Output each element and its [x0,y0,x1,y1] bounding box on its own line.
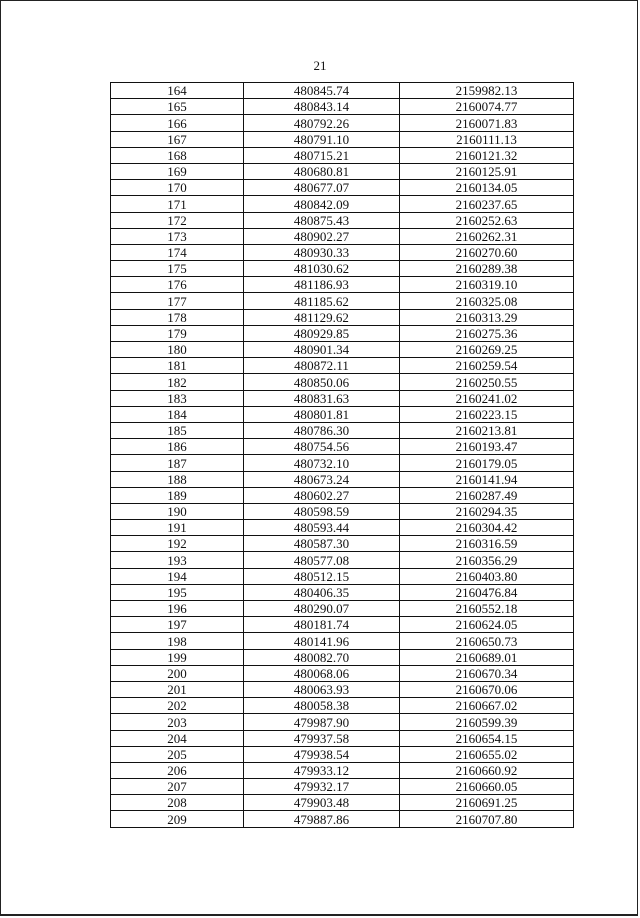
point-number-cell: 197 [111,617,244,633]
x-coordinate-cell: 480602.27 [244,487,400,503]
point-number-cell: 185 [111,422,244,438]
x-coordinate-cell: 480872.11 [244,358,400,374]
table-row [111,163,574,179]
table-row [111,746,574,762]
y-coordinate-cell: 2160223.15 [400,406,574,422]
y-coordinate-cell: 2160689.01 [400,649,574,665]
y-coordinate-cell: 2160179.05 [400,455,574,471]
x-coordinate-cell: 480593.44 [244,520,400,536]
x-coordinate-cell: 480598.59 [244,503,400,519]
x-coordinate-cell: 480850.06 [244,374,400,390]
table-row [111,83,574,99]
point-number-cell: 179 [111,325,244,341]
y-coordinate-cell: 2160670.34 [400,665,574,681]
point-number-cell: 176 [111,277,244,293]
x-coordinate-cell: 479932.17 [244,779,400,795]
table-row [111,439,574,455]
x-coordinate-cell: 480902.27 [244,228,400,244]
point-number-cell: 172 [111,212,244,228]
table-row [111,633,574,649]
point-number-cell: 192 [111,536,244,552]
x-coordinate-cell: 480875.43 [244,212,400,228]
y-coordinate-cell: 2160660.05 [400,779,574,795]
table-row [111,261,574,277]
x-coordinate-cell: 480058.38 [244,698,400,714]
y-coordinate-cell: 2160262.31 [400,228,574,244]
point-number-cell: 195 [111,584,244,600]
x-coordinate-cell: 480791.10 [244,131,400,147]
point-number-cell: 191 [111,520,244,536]
y-coordinate-cell: 2160259.54 [400,358,574,374]
point-number-cell: 205 [111,746,244,762]
x-coordinate-cell: 479937.58 [244,730,400,746]
point-number-cell: 178 [111,309,244,325]
table-row [111,277,574,293]
x-coordinate-cell: 480929.85 [244,325,400,341]
x-coordinate-cell: 480181.74 [244,617,400,633]
table-row [111,487,574,503]
y-coordinate-cell: 2160121.32 [400,147,574,163]
x-coordinate-cell: 480754.56 [244,439,400,455]
table-row [111,131,574,147]
point-number-cell: 199 [111,649,244,665]
table-row [111,228,574,244]
y-coordinate-cell: 2160552.18 [400,601,574,617]
x-coordinate-cell: 480673.24 [244,471,400,487]
x-coordinate-cell: 480512.15 [244,568,400,584]
table-row [111,536,574,552]
x-coordinate-cell: 480082.70 [244,649,400,665]
table-row [111,779,574,795]
y-coordinate-cell: 2160599.39 [400,714,574,730]
point-number-cell: 173 [111,228,244,244]
table-row [111,212,574,228]
table-row [111,390,574,406]
point-number-cell: 164 [111,83,244,99]
x-coordinate-cell: 479987.90 [244,714,400,730]
table-row [111,422,574,438]
table-row [111,309,574,325]
y-coordinate-cell: 2160660.92 [400,762,574,778]
x-coordinate-cell: 481129.62 [244,309,400,325]
table-row [111,665,574,681]
x-coordinate-cell: 480842.09 [244,196,400,212]
y-coordinate-cell: 2160654.15 [400,730,574,746]
y-coordinate-cell: 2160275.36 [400,325,574,341]
y-coordinate-cell: 2160071.83 [400,115,574,131]
point-number-cell: 184 [111,406,244,422]
x-coordinate-cell: 480901.34 [244,342,400,358]
table-row [111,730,574,746]
point-number-cell: 167 [111,131,244,147]
x-coordinate-cell: 480843.14 [244,99,400,115]
point-number-cell: 166 [111,115,244,131]
table-row [111,99,574,115]
x-coordinate-cell: 480845.74 [244,83,400,99]
y-coordinate-cell: 2160134.05 [400,180,574,196]
table-row [111,325,574,341]
y-coordinate-cell: 2160294.35 [400,503,574,519]
page-number: 21 [313,58,327,73]
table-row [111,196,574,212]
table-row [111,552,574,568]
table-row [111,520,574,536]
point-number-cell: 181 [111,358,244,374]
table-row [111,503,574,519]
point-number-cell: 202 [111,698,244,714]
table-row [111,374,574,390]
point-number-cell: 182 [111,374,244,390]
table-row [111,180,574,196]
y-coordinate-cell: 2160356.29 [400,552,574,568]
x-coordinate-cell: 480068.06 [244,665,400,681]
x-coordinate-cell: 480930.33 [244,244,400,260]
point-number-cell: 171 [111,196,244,212]
x-coordinate-cell: 481186.93 [244,277,400,293]
x-coordinate-cell: 480577.08 [244,552,400,568]
point-number-cell: 208 [111,795,244,811]
y-coordinate-cell: 2160650.73 [400,633,574,649]
x-coordinate-cell: 480801.81 [244,406,400,422]
table-row [111,342,574,358]
point-number-cell: 170 [111,180,244,196]
table-row [111,471,574,487]
table-row [111,714,574,730]
y-coordinate-cell: 2160270.60 [400,244,574,260]
table-row [111,406,574,422]
y-coordinate-cell: 2159982.13 [400,83,574,99]
table-row [111,811,574,827]
table-row [111,244,574,260]
point-number-cell: 169 [111,163,244,179]
y-coordinate-cell: 2160141.94 [400,471,574,487]
table-row [111,455,574,471]
x-coordinate-cell: 480587.30 [244,536,400,552]
table-row [111,147,574,163]
x-coordinate-cell: 480831.63 [244,390,400,406]
point-number-cell: 204 [111,730,244,746]
table-row [111,601,574,617]
point-number-cell: 201 [111,681,244,697]
table-row [111,617,574,633]
point-number-cell: 206 [111,762,244,778]
point-number-cell: 186 [111,439,244,455]
y-coordinate-cell: 2160111.13 [400,131,574,147]
point-number-cell: 209 [111,811,244,827]
point-number-cell: 193 [111,552,244,568]
x-coordinate-cell: 480677.07 [244,180,400,196]
point-number-cell: 168 [111,147,244,163]
x-coordinate-cell: 480715.21 [244,147,400,163]
y-coordinate-cell: 2160316.59 [400,536,574,552]
point-number-cell: 190 [111,503,244,519]
y-coordinate-cell: 2160476.84 [400,584,574,600]
y-coordinate-cell: 2160074.77 [400,99,574,115]
y-coordinate-cell: 2160403.80 [400,568,574,584]
x-coordinate-cell: 480732.10 [244,455,400,471]
y-coordinate-cell: 2160250.55 [400,374,574,390]
y-coordinate-cell: 2160670.06 [400,681,574,697]
x-coordinate-cell: 480290.07 [244,601,400,617]
point-number-cell: 175 [111,261,244,277]
point-number-cell: 177 [111,293,244,309]
x-coordinate-cell: 481030.62 [244,261,400,277]
table-row [111,358,574,374]
y-coordinate-cell: 2160691.25 [400,795,574,811]
table-row [111,681,574,697]
x-coordinate-cell: 481185.62 [244,293,400,309]
y-coordinate-cell: 2160707.80 [400,811,574,827]
table-row [111,795,574,811]
y-coordinate-cell: 2160213.81 [400,422,574,438]
y-coordinate-cell: 2160319.10 [400,277,574,293]
y-coordinate-cell: 2160304.42 [400,520,574,536]
y-coordinate-cell: 2160289.38 [400,261,574,277]
y-coordinate-cell: 2160193.47 [400,439,574,455]
point-number-cell: 203 [111,714,244,730]
table-row [111,568,574,584]
point-number-cell: 165 [111,99,244,115]
point-number-cell: 183 [111,390,244,406]
y-coordinate-cell: 2160237.65 [400,196,574,212]
x-coordinate-cell: 479938.54 [244,746,400,762]
point-number-cell: 196 [111,601,244,617]
x-coordinate-cell: 479933.12 [244,762,400,778]
y-coordinate-cell: 2160287.49 [400,487,574,503]
x-coordinate-cell: 480786.30 [244,422,400,438]
x-coordinate-cell: 480680.81 [244,163,400,179]
point-number-cell: 180 [111,342,244,358]
y-coordinate-cell: 2160313.29 [400,309,574,325]
x-coordinate-cell: 480141.96 [244,633,400,649]
table-row [111,698,574,714]
x-coordinate-cell: 480063.93 [244,681,400,697]
table-row [111,293,574,309]
y-coordinate-cell: 2160252.63 [400,212,574,228]
point-number-cell: 187 [111,455,244,471]
y-coordinate-cell: 2160241.02 [400,390,574,406]
table-row [111,762,574,778]
y-coordinate-cell: 2160655.02 [400,746,574,762]
point-number-cell: 174 [111,244,244,260]
coordinates-table-body [111,83,574,828]
table-row [111,584,574,600]
x-coordinate-cell: 479903.48 [244,795,400,811]
point-number-cell: 194 [111,568,244,584]
x-coordinate-cell: 480792.26 [244,115,400,131]
y-coordinate-cell: 2160325.08 [400,293,574,309]
x-coordinate-cell: 480406.35 [244,584,400,600]
y-coordinate-cell: 2160125.91 [400,163,574,179]
coordinates-table [110,82,574,828]
point-number-cell: 207 [111,779,244,795]
point-number-cell: 189 [111,487,244,503]
y-coordinate-cell: 2160624.05 [400,617,574,633]
y-coordinate-cell: 2160269.25 [400,342,574,358]
point-number-cell: 200 [111,665,244,681]
x-coordinate-cell: 479887.86 [244,811,400,827]
table-row [111,115,574,131]
table-row [111,649,574,665]
y-coordinate-cell: 2160667.02 [400,698,574,714]
point-number-cell: 188 [111,471,244,487]
point-number-cell: 198 [111,633,244,649]
